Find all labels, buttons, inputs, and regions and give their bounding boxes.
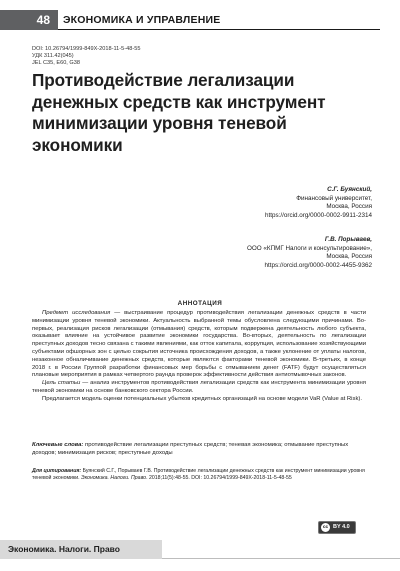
- footer-rule: [162, 558, 400, 559]
- author-orcid-link[interactable]: https://orcid.org/0000-0002-9911-2314: [264, 211, 372, 219]
- abstract-text: — выстраивание процедур противодействия легализации денежных средств в части минимизации уровня теневой экономики. Актуальность выбранной темы обусловлена следующими причинами. Во-первых, реализация рисков легализации (отмывания) средств, которым подвержена деятельность любого субъекта, оказывает влияние на устойчивое развитие экономики государства. Во-вторых, деятельность по легализации преступных доходов тесно связана с такими явлениями, как отток капитала, коррупция, использование хозяйствующими субъектами офшорных зон с целью сокрытия источника происхождения доходов, а также уклонение от уплаты налогов, незаконное обналичивание денежных средств, которые являются факторами теневой экономики. В-третьих, в конце 2018 г. в России Группой разработки финансовых мер борьбы с отмыванием денег (FATF) будут осуществляться плановые мероприятия в рамках четвертого раунда проверок эффективности действия антиотмывочных законов.: [32, 310, 367, 379]
- citation-lead: Для цитирования:: [32, 468, 82, 474]
- cc-license-label: BY 4.0: [333, 524, 350, 530]
- footer-journal-name: Экономика. Налоги. Право: [0, 540, 162, 559]
- keywords-lead: Ключевые слова:: [32, 442, 84, 448]
- citation-tail: . 2018;11(5):48-55. DOI: 10.26794/1999-849X-2018-11-5-48-55: [146, 475, 292, 481]
- author-orcid-link[interactable]: https://orcid.org/0000-0002-4455-9362: [264, 261, 372, 269]
- keywords: [32, 442, 366, 458]
- abstract-paragraph: [32, 380, 366, 396]
- running-header: [0, 10, 400, 30]
- cc-icon: cc: [322, 525, 329, 530]
- author-block-2: [247, 236, 372, 270]
- abstract-lead: Предмет исследования: [42, 310, 111, 316]
- article-identifiers: [32, 46, 140, 68]
- jel-codes: JEL C35, E60, G38: [32, 60, 80, 67]
- page-number: 48: [0, 10, 58, 30]
- udk-code: УДК 311.42(045): [32, 53, 74, 60]
- author-location: Москва, Россия: [326, 253, 372, 261]
- citation-text: Буянский С.Г., Порываев Г.В. Противодействие легализации денежных средств как инструмент минимизации уровня теневой экономики.: [32, 468, 365, 481]
- citation-journal: Экономика. Налоги. Право: [81, 475, 147, 481]
- author-block-1: [265, 186, 372, 220]
- author-affiliation: ООО «КПМГ Налоги и консультирование»,: [246, 244, 372, 252]
- author-name: Г.В. Порываев,: [324, 236, 372, 243]
- section-title: ЭКОНОМИКА И УПРАВЛЕНИЕ: [63, 14, 221, 26]
- author-name: С.Г. Буянский,: [327, 186, 372, 193]
- doi[interactable]: DOI: 10.26794/1999-849X-2018-11-5-48-55: [32, 46, 141, 52]
- abstract-paragraph: Предлагается модель оценки потенциальных убытков кредитных организаций на основе модели VaR (Value at Risk).: [42, 395, 362, 402]
- abstract-lead: Цель статьи: [42, 380, 81, 387]
- author-location: Москва, Россия: [326, 203, 372, 211]
- abstract-body: [32, 310, 366, 404]
- abstract-heading: АННОТАЦИЯ: [177, 300, 223, 307]
- header-rule: [58, 29, 380, 30]
- citation: [32, 468, 366, 482]
- cc-license-badge[interactable]: [318, 521, 356, 534]
- abstract-paragraph: [32, 310, 366, 380]
- article-title: Противодействие легализации денежных средств как инструмент минимизации уровня теневой экономики: [32, 70, 326, 155]
- keywords-text: противодействие легализации преступных средств; теневая экономика; отмывание преступных доходов; минимизация рисков; преступные доходы: [32, 442, 349, 456]
- author-affiliation: Финансовый университет,: [296, 194, 372, 202]
- abstract-text: — анализ инструментов противодействия легализации средств как инструмента минимизации уровня теневой экономики на основе банковского сектора России.: [32, 380, 366, 394]
